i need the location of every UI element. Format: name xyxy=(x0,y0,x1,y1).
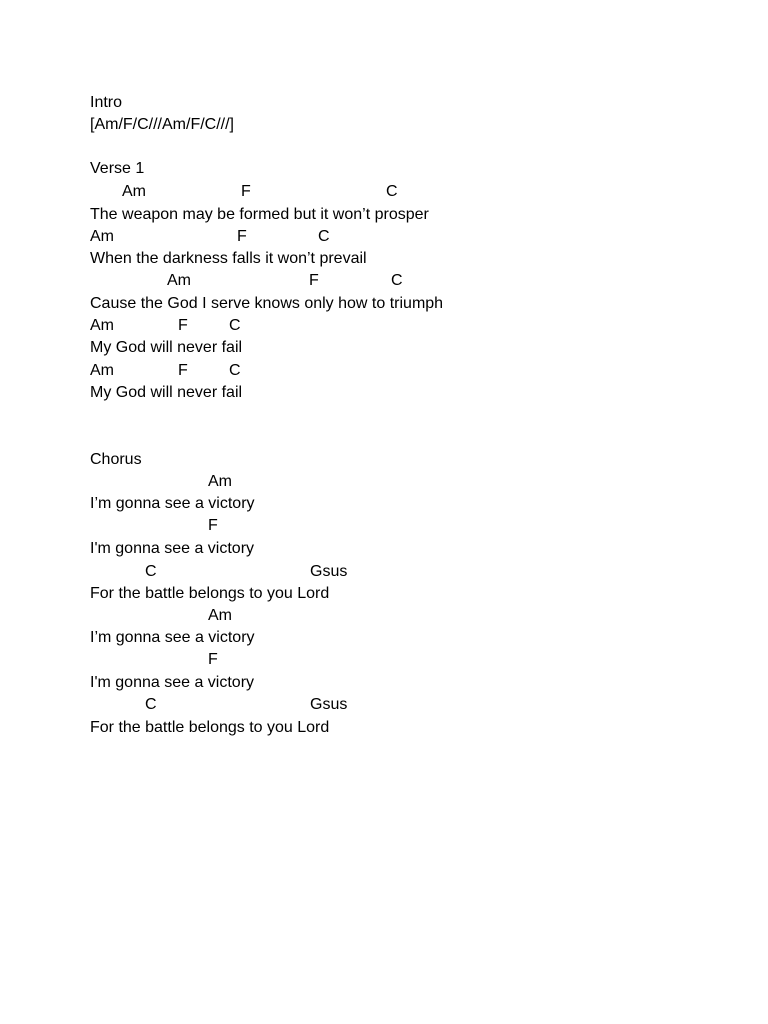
chorus-heading: Chorus xyxy=(90,451,142,468)
lyric-line: I'm gonna see a victory xyxy=(90,540,255,557)
chord: F xyxy=(208,651,218,668)
chord: F xyxy=(178,317,188,334)
chord: Am xyxy=(208,473,232,490)
chord: C xyxy=(229,362,241,379)
chord: F xyxy=(208,517,218,534)
lyric-line: My God will never fail xyxy=(90,384,243,401)
chord: F xyxy=(309,272,319,289)
lyric-line: Cause the God I serve knows only how to triumph xyxy=(90,295,444,312)
chord: Am xyxy=(90,317,114,334)
chord: Am xyxy=(167,272,191,289)
chord: Am xyxy=(122,183,146,200)
chord: Am xyxy=(90,228,114,245)
lyric-line: I’m gonna see a victory xyxy=(90,495,255,512)
chord: Am xyxy=(90,362,114,379)
intro-progression: [Am/F/C///Am/F/C///] xyxy=(90,116,234,133)
lyric-line: When the darkness falls it won’t prevail xyxy=(90,250,367,267)
chord: C xyxy=(229,317,241,334)
chord: C xyxy=(391,272,403,289)
chord: C xyxy=(386,183,398,200)
intro-heading: Intro xyxy=(90,94,123,111)
lyric-line: For the battle belongs to you Lord xyxy=(90,719,330,736)
chord: F xyxy=(178,362,188,379)
lyric-line: I'm gonna see a victory xyxy=(90,674,255,691)
verse1-heading: Verse 1 xyxy=(90,160,145,177)
lyric-line: I’m gonna see a victory xyxy=(90,629,255,646)
chord: C xyxy=(318,228,330,245)
lyric-line: For the battle belongs to you Lord xyxy=(90,585,330,602)
chord: F xyxy=(237,228,247,245)
chord: Gsus xyxy=(310,696,348,713)
lyric-line: The weapon may be formed but it won’t prosper xyxy=(90,206,429,223)
chord: F xyxy=(241,183,251,200)
chord: C xyxy=(145,563,157,580)
lyric-line: My God will never fail xyxy=(90,339,243,356)
chord: C xyxy=(145,696,157,713)
chord: Am xyxy=(208,607,232,624)
chord: Gsus xyxy=(310,563,348,580)
